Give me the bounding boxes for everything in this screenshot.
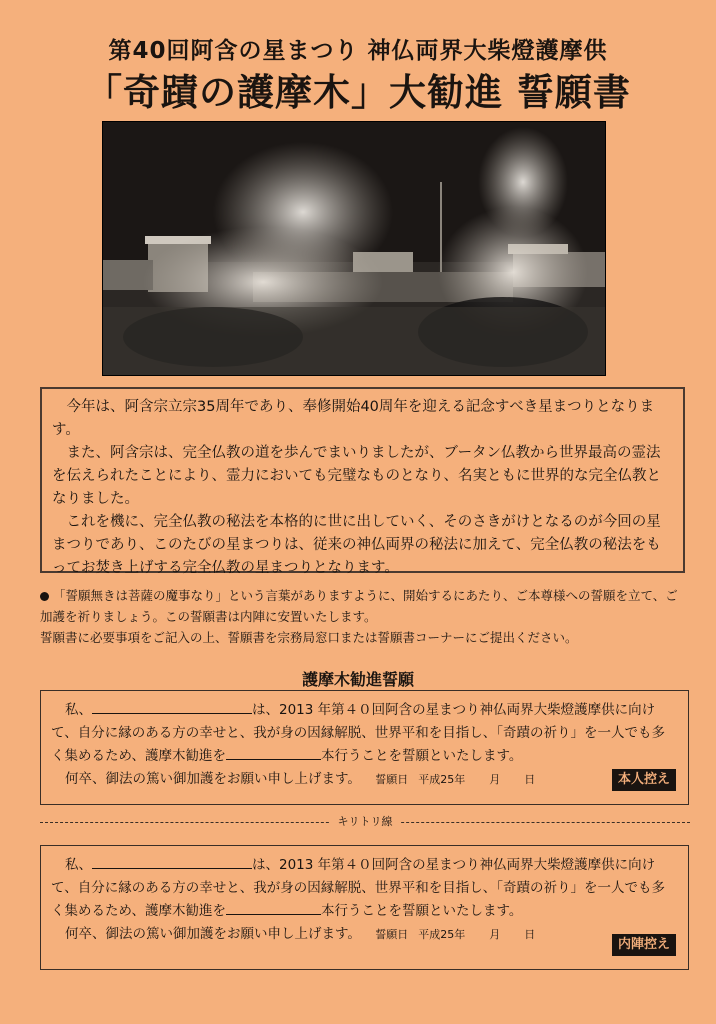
date-area: 誓願日 平成25年 月 日 — [375, 773, 536, 786]
name-field[interactable] — [92, 700, 252, 714]
personal-copy-tag: 本人控え — [612, 769, 676, 791]
count-field[interactable] — [226, 746, 321, 760]
name-field[interactable] — [92, 855, 252, 869]
notice-line-2: 誓願書に必要事項をご記入の上、誓願書を宗務局窓口または誓願書コーナーにご提出ください。 — [40, 630, 578, 645]
pledge-form-personal — [40, 690, 689, 805]
pledge-closing: 何卒、御法の篤い御加護をお願い申し上げます。 誓願日 平成25年 月 日 — [51, 923, 678, 946]
intro-paragraph-2: また、阿含宗は、完全仏教の道を歩んでまいりましたが、ブータン仏教から世界最高の霊法を伝えられたことにより、霊力においても完璧なものとなり、名実ともに世界的な完全仏教となりました。 — [52, 445, 661, 507]
pledge-text: 私、 は、2013 年第４０回阿含の星まつり神仏両界大柴燈護摩供に向けて、自分に縁のある方の幸せと、我が身の因縁解脱、世界平和を目指し、「奇蹟の祈り」を一人でも多く集めるため、護摩木勧進を 本行うことを誓願といたします。 — [51, 857, 665, 919]
intro-paragraph-1: 今年は、阿含宗立宗35周年であり、奉修開始40周年を迎える記念すべき星まつりとなります。 — [52, 399, 655, 438]
bullet-icon — [40, 592, 49, 601]
intro-paragraph-3: これを機に、完全仏教の秘法を本格的に世に出していく、そのさきがけとなるのが今回の星まつりであり、このたびの星まつりは、従来の神仏両界の秘法に加えて、完全仏教の秘法をもってお焚き上げする完全仏教の星まつりとなります。 — [52, 514, 661, 576]
event-title: 第40回阿含の星まつり 神仏両界大柴燈護摩供 — [108, 38, 608, 64]
date-area: 誓願日 平成25年 月 日 — [375, 928, 536, 941]
cut-line-label: キリトリ線 — [330, 815, 401, 828]
pledge-form-naijin — [40, 845, 689, 970]
pledge-closing: 何卒、御法の篤い御加護をお願い申し上げます。 誓願日 平成25年 月 日 — [51, 768, 678, 791]
count-field[interactable] — [226, 901, 321, 915]
notice-section — [40, 585, 690, 648]
document-title: 「奇蹟の護摩木」大勧進 誓願書 — [85, 71, 631, 114]
pledge-text: 私、 は、2013 年第４０回阿含の星まつり神仏両界大柴燈護摩供に向けて、自分に縁のある方の幸せと、我が身の因縁解脱、世界平和を目指し、「奇蹟の祈り」を一人でも多く集めるため、護摩木勧進を 本行うことを誓願といたします。 — [51, 702, 665, 764]
naijin-copy-tag: 内陣控え — [612, 934, 676, 956]
cut-line — [40, 815, 690, 829]
pledge-title: 護摩木勧進誓願 — [301, 670, 414, 689]
notice-line-1: 「誓願無きは菩薩の魔事なり」という言葉がありますように、開始するにあたり、ご本尊様への誓願を立て、ご加護を祈りましょう。この誓願書は内陣に安置いたします。 — [40, 588, 678, 624]
festival-photo — [102, 121, 606, 376]
fire-ritual-image — [103, 122, 605, 375]
intro-box — [40, 387, 685, 576]
